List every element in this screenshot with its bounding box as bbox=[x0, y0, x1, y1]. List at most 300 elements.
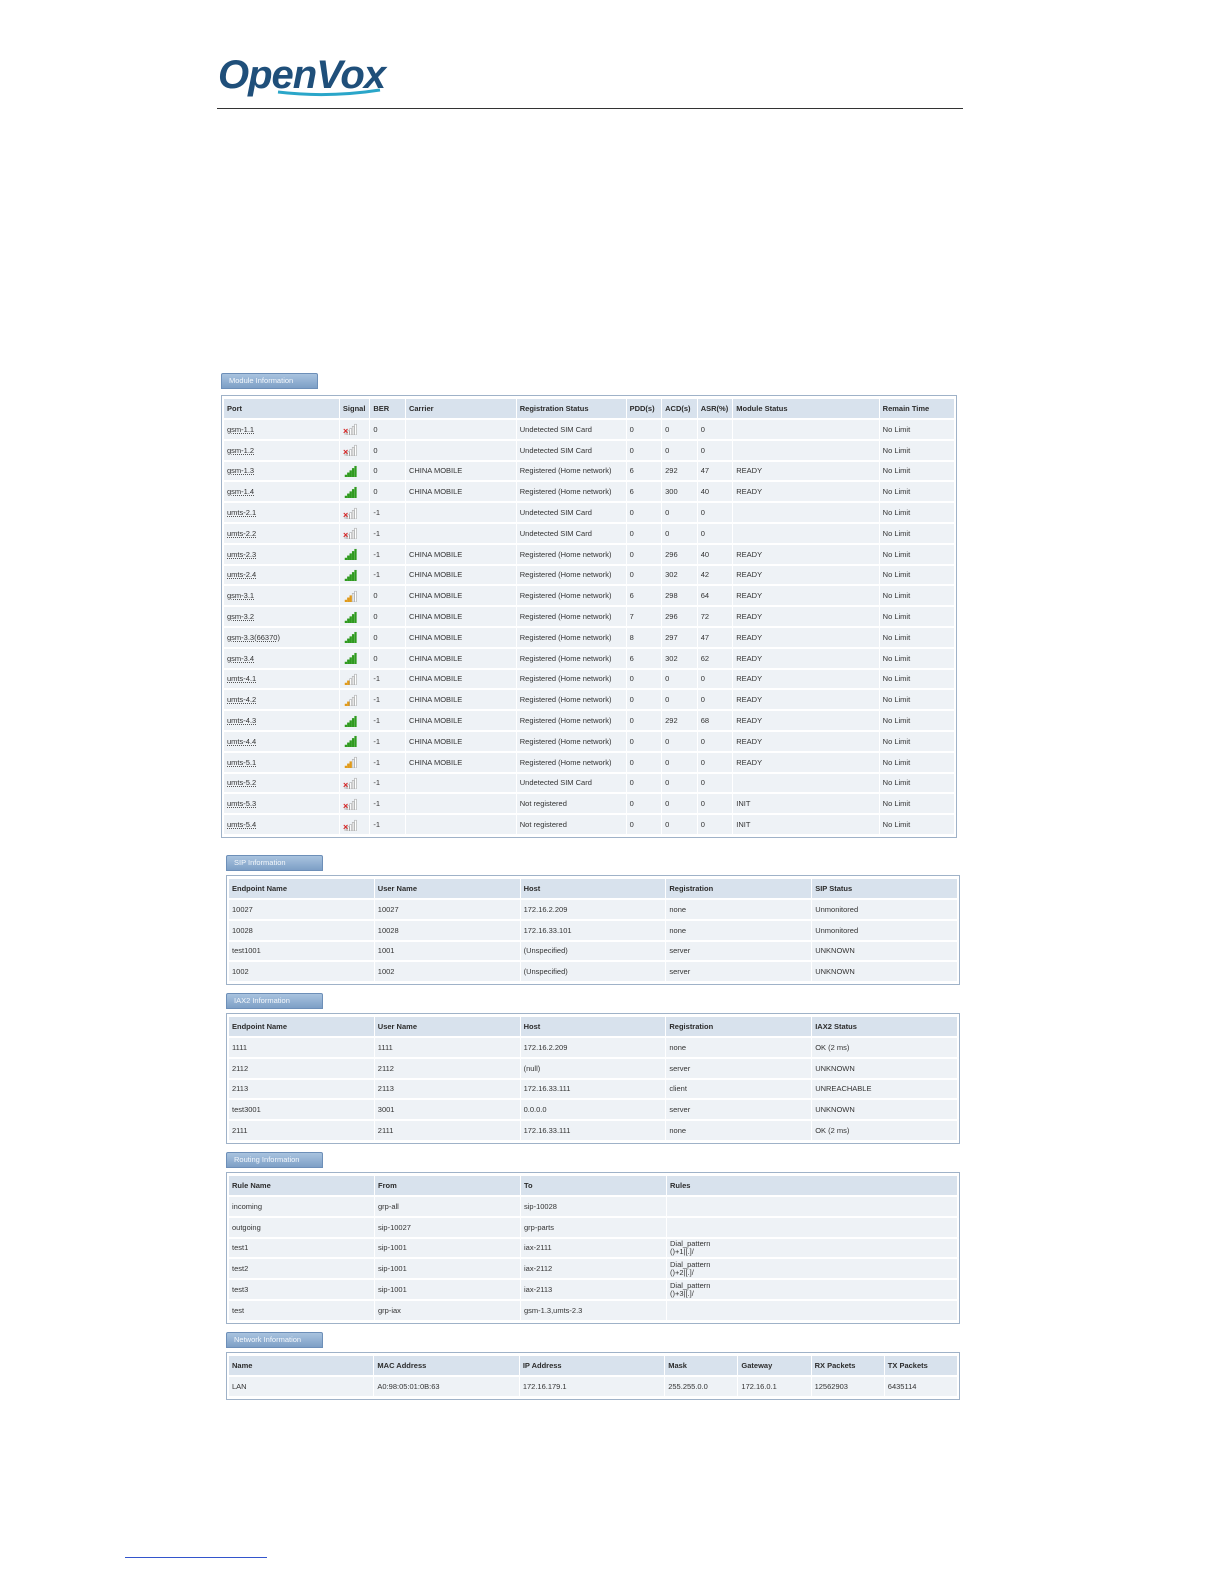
acd-cell: 292 bbox=[662, 462, 697, 481]
carrier-cell: CHINA MOBILE bbox=[406, 628, 516, 647]
asr-cell: 0 bbox=[698, 774, 733, 793]
port-link[interactable]: umts-5.4 bbox=[224, 815, 339, 834]
acd-cell: 0 bbox=[662, 441, 697, 460]
sip-row bbox=[229, 962, 957, 981]
signal-cell bbox=[340, 753, 369, 772]
remain-cell: No Limit bbox=[880, 586, 954, 605]
routing-cell: sip-1001 bbox=[375, 1239, 520, 1258]
iax2-cell: 2111 bbox=[229, 1121, 374, 1140]
ber-cell: -1 bbox=[370, 566, 405, 585]
acd-cell: 300 bbox=[662, 482, 697, 501]
pdd-cell: 0 bbox=[627, 711, 662, 730]
iax2-cell: client bbox=[666, 1080, 811, 1099]
module-information-tab[interactable]: Module Information bbox=[221, 373, 318, 389]
remain-cell: No Limit bbox=[880, 482, 954, 501]
iax2-cell: server bbox=[666, 1059, 811, 1078]
signal-weak-icon bbox=[343, 674, 357, 683]
routing-table bbox=[228, 1174, 958, 1322]
column-header: Endpoint Name bbox=[229, 1017, 374, 1036]
footer-link-underline bbox=[125, 1557, 267, 1558]
carrier-cell: CHINA MOBILE bbox=[406, 566, 516, 585]
sip-information-section bbox=[226, 855, 960, 985]
column-header: Registration bbox=[666, 879, 811, 898]
sip-cell: server bbox=[666, 962, 811, 981]
ber-cell: -1 bbox=[370, 753, 405, 772]
module-row bbox=[224, 607, 954, 626]
asr-cell: 0 bbox=[698, 441, 733, 460]
port-link[interactable]: gsm-1.2 bbox=[224, 441, 339, 460]
routing-cell: sip-1001 bbox=[375, 1280, 520, 1299]
reg-cell: Registered (Home network) bbox=[517, 670, 626, 689]
remain-cell: No Limit bbox=[880, 711, 954, 730]
iax2-cell: test3001 bbox=[229, 1100, 374, 1119]
signal-strong-icon bbox=[343, 570, 357, 579]
sip-cell: 1002 bbox=[229, 962, 374, 981]
sip-cell: none bbox=[666, 900, 811, 919]
pdd-cell: 0 bbox=[627, 503, 662, 522]
port-link[interactable]: gsm-1.3 bbox=[224, 462, 339, 481]
ber-cell: -1 bbox=[370, 794, 405, 813]
signal-medium-icon bbox=[343, 757, 357, 766]
status-cell: READY bbox=[733, 586, 878, 605]
sip-cell: Unmonitored bbox=[812, 900, 957, 919]
carrier-cell: CHINA MOBILE bbox=[406, 732, 516, 751]
ber-cell: 0 bbox=[370, 420, 405, 439]
signal-cell bbox=[340, 649, 369, 668]
reg-cell: Registered (Home network) bbox=[517, 711, 626, 730]
module-table-frame bbox=[221, 395, 957, 838]
column-header: IP Address bbox=[520, 1356, 664, 1375]
ber-cell: -1 bbox=[370, 732, 405, 751]
port-link[interactable]: umts-5.3 bbox=[224, 794, 339, 813]
sip-cell: Unmonitored bbox=[812, 921, 957, 940]
iax2-cell: 172.16.33.111 bbox=[521, 1080, 666, 1099]
status-cell bbox=[733, 524, 878, 543]
pdd-cell: 0 bbox=[627, 441, 662, 460]
status-cell: READY bbox=[733, 482, 878, 501]
remain-cell: No Limit bbox=[880, 503, 954, 522]
pdd-cell: 0 bbox=[627, 774, 662, 793]
sip-cell: 10027 bbox=[229, 900, 374, 919]
reg-cell: Registered (Home network) bbox=[517, 649, 626, 668]
acd-cell: 292 bbox=[662, 711, 697, 730]
iax2-cell: server bbox=[666, 1100, 811, 1119]
iax2-cell: 1111 bbox=[229, 1038, 374, 1057]
reg-cell: Not registered bbox=[517, 794, 626, 813]
status-cell: INIT bbox=[733, 794, 878, 813]
port-link[interactable]: umts-4.3 bbox=[224, 711, 339, 730]
column-header: Remain Time bbox=[880, 399, 954, 418]
acd-cell: 0 bbox=[662, 420, 697, 439]
iax2-row bbox=[229, 1121, 957, 1140]
iax2-cell: 2112 bbox=[375, 1059, 520, 1078]
asr-cell: 62 bbox=[698, 649, 733, 668]
asr-cell: 0 bbox=[698, 753, 733, 772]
column-header: ASR(%) bbox=[698, 399, 733, 418]
routing-cell: grp-iax bbox=[375, 1301, 520, 1320]
iax2-row bbox=[229, 1080, 957, 1099]
signal-strong-icon bbox=[343, 653, 357, 662]
network-table bbox=[228, 1354, 958, 1398]
iax2-information-tab[interactable]: IAX2 Information bbox=[226, 993, 323, 1009]
port-link[interactable]: gsm-3.1 bbox=[224, 586, 339, 605]
signal-cell bbox=[340, 794, 369, 813]
acd-cell: 0 bbox=[662, 732, 697, 751]
signal-cell bbox=[340, 441, 369, 460]
acd-cell: 296 bbox=[662, 545, 697, 564]
module-table bbox=[223, 397, 955, 836]
reg-cell: Undetected SIM Card bbox=[517, 524, 626, 543]
module-row bbox=[224, 732, 954, 751]
port-link[interactable]: umts-5.2 bbox=[224, 774, 339, 793]
routing-cell bbox=[667, 1218, 957, 1237]
column-header: Port bbox=[224, 399, 339, 418]
remain-cell: No Limit bbox=[880, 794, 954, 813]
acd-cell: 0 bbox=[662, 753, 697, 772]
remain-cell: No Limit bbox=[880, 774, 954, 793]
sip-cell: 10028 bbox=[375, 921, 520, 940]
status-cell: READY bbox=[733, 670, 878, 689]
signal-none-icon bbox=[342, 424, 357, 436]
routing-cell: test2 bbox=[229, 1259, 374, 1278]
port-link[interactable]: umts-2.1 bbox=[224, 503, 339, 522]
reg-cell: Registered (Home network) bbox=[517, 753, 626, 772]
iax2-cell: 2111 bbox=[375, 1121, 520, 1140]
signal-none-icon bbox=[343, 799, 357, 808]
network-information-section bbox=[226, 1332, 960, 1400]
remain-cell: No Limit bbox=[880, 649, 954, 668]
signal-strong-icon bbox=[343, 466, 357, 475]
port-link[interactable]: umts-2.2 bbox=[224, 524, 339, 543]
svg-text:×: × bbox=[342, 779, 349, 789]
signal-cell bbox=[340, 607, 369, 626]
ber-cell: -1 bbox=[370, 670, 405, 689]
svg-text:×: × bbox=[342, 530, 349, 540]
acd-cell: 0 bbox=[662, 815, 697, 834]
ber-cell: -1 bbox=[370, 545, 405, 564]
sip-table bbox=[228, 877, 958, 983]
pdd-cell: 0 bbox=[627, 732, 662, 751]
pdd-cell: 0 bbox=[627, 670, 662, 689]
signal-cell bbox=[340, 690, 369, 709]
port-link[interactable]: umts-2.4 bbox=[224, 566, 339, 585]
iax2-cell: 2112 bbox=[229, 1059, 374, 1078]
status-cell: READY bbox=[733, 690, 878, 709]
routing-row bbox=[229, 1239, 957, 1258]
column-header: Rules bbox=[667, 1176, 957, 1195]
iax2-cell: 1111 bbox=[375, 1038, 520, 1057]
signal-cell bbox=[340, 628, 369, 647]
module-row bbox=[224, 649, 954, 668]
module-row bbox=[224, 503, 954, 522]
reg-cell: Registered (Home network) bbox=[517, 545, 626, 564]
signal-none-icon bbox=[342, 528, 357, 540]
signal-strong-icon bbox=[343, 549, 357, 558]
asr-cell: 0 bbox=[698, 503, 733, 522]
carrier-cell: CHINA MOBILE bbox=[406, 690, 516, 709]
port-link[interactable]: umts-4.1 bbox=[224, 670, 339, 689]
carrier-cell: CHINA MOBILE bbox=[406, 753, 516, 772]
column-header: To bbox=[521, 1176, 666, 1195]
module-row bbox=[224, 524, 954, 543]
signal-strong-icon bbox=[343, 736, 357, 745]
column-header: BER bbox=[370, 399, 405, 418]
sip-cell: server bbox=[666, 942, 811, 961]
routing-row bbox=[229, 1280, 957, 1299]
asr-cell: 0 bbox=[698, 690, 733, 709]
ber-cell: 0 bbox=[370, 628, 405, 647]
sip-row bbox=[229, 900, 957, 919]
ber-cell: -1 bbox=[370, 690, 405, 709]
column-header: Mask bbox=[665, 1356, 737, 1375]
routing-cell bbox=[667, 1197, 957, 1216]
routing-row bbox=[229, 1259, 957, 1278]
acd-cell: 0 bbox=[662, 774, 697, 793]
asr-cell: 64 bbox=[698, 586, 733, 605]
module-row bbox=[224, 441, 954, 460]
module-row bbox=[224, 462, 954, 481]
status-cell: READY bbox=[733, 628, 878, 647]
pdd-cell: 6 bbox=[627, 482, 662, 501]
signal-cell bbox=[340, 462, 369, 481]
carrier-cell bbox=[406, 794, 516, 813]
pdd-cell: 6 bbox=[627, 462, 662, 481]
routing-cell: iax-2113 bbox=[521, 1280, 666, 1299]
status-cell: INIT bbox=[733, 815, 878, 834]
remain-cell: No Limit bbox=[880, 607, 954, 626]
acd-cell: 0 bbox=[662, 503, 697, 522]
routing-cell: sip-10028 bbox=[521, 1197, 666, 1216]
status-cell: READY bbox=[733, 607, 878, 626]
signal-none-icon bbox=[343, 820, 357, 829]
reg-cell: Registered (Home network) bbox=[517, 462, 626, 481]
reg-cell: Registered (Home network) bbox=[517, 690, 626, 709]
status-cell: READY bbox=[733, 566, 878, 585]
iax2-row bbox=[229, 1038, 957, 1057]
port-link[interactable]: umts-5.1 bbox=[224, 753, 339, 772]
carrier-cell: CHINA MOBILE bbox=[406, 482, 516, 501]
remain-cell: No Limit bbox=[880, 753, 954, 772]
asr-cell: 0 bbox=[698, 670, 733, 689]
network-row bbox=[229, 1377, 957, 1396]
network-cell: 255.255.0.0 bbox=[665, 1377, 737, 1396]
remain-cell: No Limit bbox=[880, 732, 954, 751]
carrier-cell: CHINA MOBILE bbox=[406, 649, 516, 668]
routing-information-tab[interactable]: Routing Information bbox=[226, 1152, 323, 1168]
column-header: Gateway bbox=[738, 1356, 810, 1375]
acd-cell: 302 bbox=[662, 649, 697, 668]
column-header: User Name bbox=[375, 1017, 520, 1036]
network-information-tab[interactable]: Network Information bbox=[226, 1332, 323, 1348]
iax2-cell: 0.0.0.0 bbox=[521, 1100, 666, 1119]
signal-cell bbox=[340, 545, 369, 564]
status-cell: READY bbox=[733, 732, 878, 751]
module-row bbox=[224, 670, 954, 689]
sip-information-tab[interactable]: SIP Information bbox=[226, 855, 323, 871]
status-cell: READY bbox=[733, 711, 878, 730]
svg-text:×: × bbox=[342, 509, 349, 519]
column-header: Name bbox=[229, 1356, 373, 1375]
signal-cell bbox=[340, 732, 369, 751]
acd-cell: 296 bbox=[662, 607, 697, 626]
svg-text:×: × bbox=[342, 800, 349, 810]
column-header: RX Packets bbox=[812, 1356, 884, 1375]
sip-cell: (Unspecified) bbox=[521, 962, 666, 981]
routing-cell bbox=[667, 1301, 957, 1320]
iax2-cell: 3001 bbox=[375, 1100, 520, 1119]
acd-cell: 0 bbox=[662, 524, 697, 543]
port-link[interactable]: umts-2.3 bbox=[224, 545, 339, 564]
network-cell: 172.16.179.1 bbox=[520, 1377, 664, 1396]
sip-cell: 1002 bbox=[375, 962, 520, 981]
pdd-cell: 0 bbox=[627, 815, 662, 834]
ber-cell: -1 bbox=[370, 774, 405, 793]
ber-cell: 0 bbox=[370, 462, 405, 481]
reg-cell: Registered (Home network) bbox=[517, 566, 626, 585]
column-header: User Name bbox=[375, 879, 520, 898]
network-cell: 12562903 bbox=[812, 1377, 884, 1396]
carrier-cell bbox=[406, 815, 516, 834]
carrier-cell: CHINA MOBILE bbox=[406, 462, 516, 481]
carrier-cell bbox=[406, 420, 516, 439]
column-header: PDD(s) bbox=[627, 399, 662, 418]
column-header: SIP Status bbox=[812, 879, 957, 898]
asr-cell: 40 bbox=[698, 482, 733, 501]
pdd-cell: 0 bbox=[627, 753, 662, 772]
column-header: MAC Address bbox=[374, 1356, 518, 1375]
iax2-cell: 172.16.33.111 bbox=[521, 1121, 666, 1140]
svg-text:OpenVox: OpenVox bbox=[218, 53, 386, 97]
sip-table-frame bbox=[226, 875, 960, 985]
port-link[interactable]: umts-4.4 bbox=[224, 732, 339, 751]
iax2-cell: none bbox=[666, 1121, 811, 1140]
port-link[interactable]: gsm-3.2 bbox=[224, 607, 339, 626]
reg-cell: Registered (Home network) bbox=[517, 607, 626, 626]
carrier-cell: CHINA MOBILE bbox=[406, 711, 516, 730]
iax2-cell: UNREACHABLE bbox=[812, 1080, 957, 1099]
iax2-table-frame bbox=[226, 1013, 960, 1144]
column-header: Registration bbox=[666, 1017, 811, 1036]
acd-cell: 298 bbox=[662, 586, 697, 605]
column-header: Endpoint Name bbox=[229, 879, 374, 898]
port-link[interactable]: gsm-3.4 bbox=[224, 649, 339, 668]
signal-medium-icon bbox=[343, 591, 357, 600]
iax2-cell: OK (2 ms) bbox=[812, 1038, 957, 1057]
routing-cell: Dial_pattern ()+3|[.]/ bbox=[667, 1280, 957, 1299]
port-link[interactable]: gsm-1.1 bbox=[224, 420, 339, 439]
pdd-cell: 7 bbox=[627, 607, 662, 626]
carrier-cell: CHINA MOBILE bbox=[406, 586, 516, 605]
remain-cell: No Limit bbox=[880, 628, 954, 647]
module-row bbox=[224, 628, 954, 647]
asr-cell: 42 bbox=[698, 566, 733, 585]
pdd-cell: 0 bbox=[627, 524, 662, 543]
routing-cell: Dial_pattern ()+1|[.]/ bbox=[667, 1239, 957, 1258]
svg-text:×: × bbox=[342, 426, 349, 436]
signal-cell bbox=[340, 815, 369, 834]
module-row bbox=[224, 545, 954, 564]
module-row bbox=[224, 794, 954, 813]
routing-cell: sip-10027 bbox=[375, 1218, 520, 1237]
column-header: Module Status bbox=[733, 399, 878, 418]
carrier-cell bbox=[406, 524, 516, 543]
routing-cell: iax-2112 bbox=[521, 1259, 666, 1278]
signal-cell bbox=[340, 503, 369, 522]
signal-strong-icon bbox=[343, 632, 357, 641]
signal-strong-icon bbox=[343, 487, 357, 496]
port-link[interactable]: gsm-1.4 bbox=[224, 482, 339, 501]
column-header: From bbox=[375, 1176, 520, 1195]
module-row bbox=[224, 815, 954, 834]
signal-weak-icon bbox=[343, 695, 357, 704]
routing-cell: gsm-1.3,umts-2.3 bbox=[521, 1301, 666, 1320]
port-link[interactable]: gsm-3.3(66370) bbox=[224, 628, 339, 647]
ber-cell: 0 bbox=[370, 586, 405, 605]
sip-row bbox=[229, 942, 957, 961]
iax2-row bbox=[229, 1100, 957, 1119]
remain-cell: No Limit bbox=[880, 566, 954, 585]
remain-cell: No Limit bbox=[880, 545, 954, 564]
routing-information-section bbox=[226, 1152, 960, 1324]
ber-cell: -1 bbox=[370, 815, 405, 834]
iax2-row bbox=[229, 1059, 957, 1078]
sip-cell: (Unspecified) bbox=[521, 942, 666, 961]
status-cell bbox=[733, 503, 878, 522]
remain-cell: No Limit bbox=[880, 815, 954, 834]
status-cell bbox=[733, 441, 878, 460]
routing-cell: incoming bbox=[229, 1197, 374, 1216]
iax2-table bbox=[228, 1015, 958, 1142]
column-header: TX Packets bbox=[885, 1356, 957, 1375]
module-row bbox=[224, 711, 954, 730]
remain-cell: No Limit bbox=[880, 670, 954, 689]
signal-cell bbox=[340, 420, 369, 439]
signal-none-icon bbox=[343, 778, 357, 787]
openvox-logo bbox=[218, 52, 388, 100]
iax2-cell: (null) bbox=[521, 1059, 666, 1078]
asr-cell: 47 bbox=[698, 462, 733, 481]
remain-cell: No Limit bbox=[880, 462, 954, 481]
port-link[interactable]: umts-4.2 bbox=[224, 690, 339, 709]
reg-cell: Registered (Home network) bbox=[517, 732, 626, 751]
ber-cell: -1 bbox=[370, 711, 405, 730]
acd-cell: 0 bbox=[662, 670, 697, 689]
signal-none-icon bbox=[342, 445, 357, 457]
module-row bbox=[224, 774, 954, 793]
signal-cell bbox=[340, 566, 369, 585]
asr-cell: 0 bbox=[698, 794, 733, 813]
iax2-cell: none bbox=[666, 1038, 811, 1057]
ber-cell: 0 bbox=[370, 649, 405, 668]
pdd-cell: 0 bbox=[627, 690, 662, 709]
iax2-cell: OK (2 ms) bbox=[812, 1121, 957, 1140]
pdd-cell: 8 bbox=[627, 628, 662, 647]
iax2-cell: UNKNOWN bbox=[812, 1059, 957, 1078]
remain-cell: No Limit bbox=[880, 441, 954, 460]
column-header: Carrier bbox=[406, 399, 516, 418]
asr-cell: 0 bbox=[698, 524, 733, 543]
pdd-cell: 0 bbox=[627, 545, 662, 564]
routing-row bbox=[229, 1301, 957, 1320]
routing-cell: sip-1001 bbox=[375, 1259, 520, 1278]
module-row bbox=[224, 586, 954, 605]
pdd-cell: 0 bbox=[627, 566, 662, 585]
pdd-cell: 6 bbox=[627, 649, 662, 668]
routing-cell: test3 bbox=[229, 1280, 374, 1299]
iax2-cell: UNKNOWN bbox=[812, 1100, 957, 1119]
column-header: ACD(s) bbox=[662, 399, 697, 418]
ber-cell: -1 bbox=[370, 524, 405, 543]
